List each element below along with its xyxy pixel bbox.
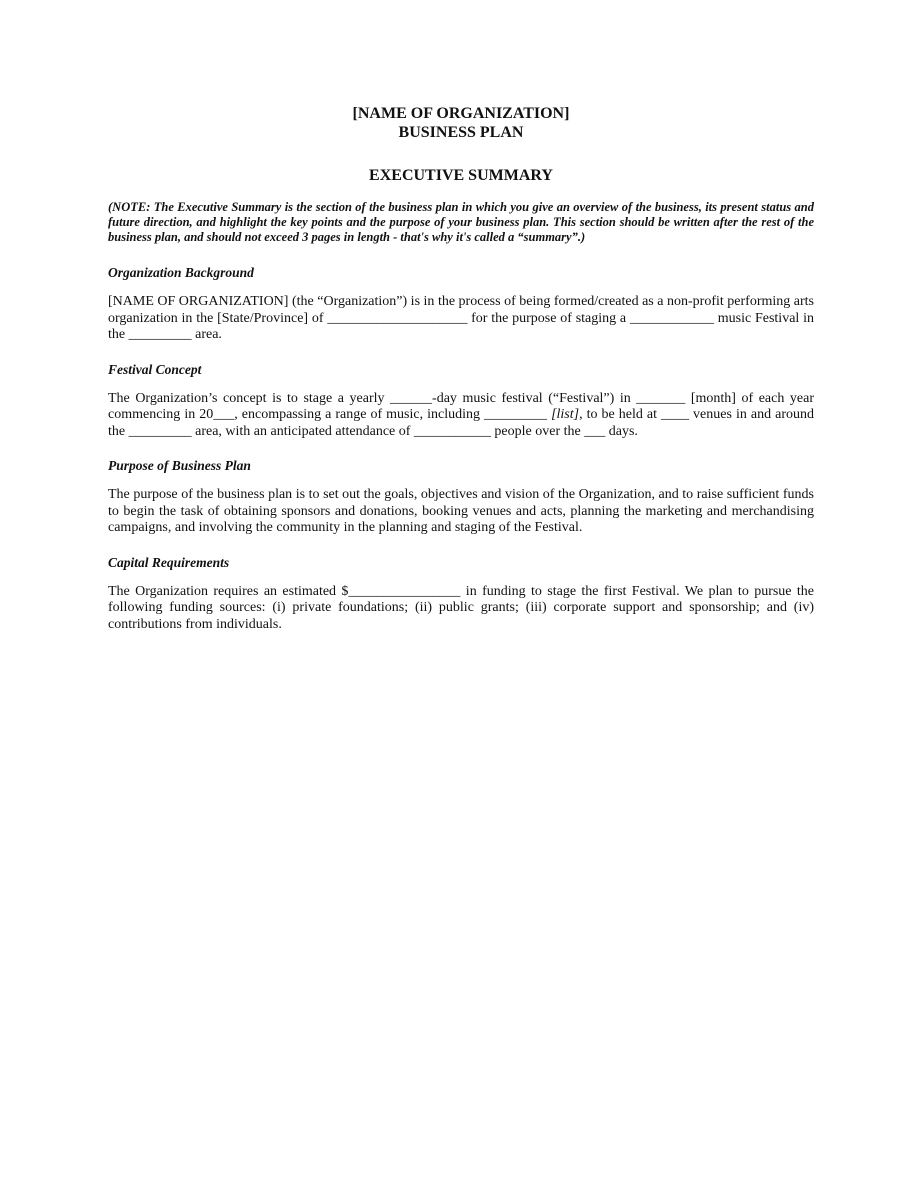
festival-concept-list-placeholder: [list] (551, 407, 580, 422)
business-plan-title: BUSINESS PLAN (398, 124, 524, 141)
title-block (108, 104, 814, 142)
organization-background-paragraph: [NAME OF ORGANIZATION] (the “Organization”) is in the process of being formed/created as a non-profit performing arts organization in the [State/Province] of ____________________ for the purpose of staging a ____________ music Festival in the _________ area. (108, 294, 814, 342)
purpose-heading: Purpose of Business Plan (108, 458, 251, 473)
purpose-paragraph: The purpose of the business plan is to set out the goals, objectives and vision of the Organization, and to raise sufficient funds to begin the task of obtaining sponsors and donations, booking venues and acts, planning the marketing and merchandising campaigns, and involving the community in the planning and staging of the Festival. (108, 487, 814, 535)
organization-name-title: [NAME OF ORGANIZATION] (352, 105, 570, 122)
festival-concept-paragraph (108, 390, 818, 441)
festival-concept-text-start: The Organization’s concept is to stage a yearly ______-day music festival (“Festival”) in _______ [month] of each year commencing in 20___, encompassing a range of music, including _________ (108, 390, 818, 422)
capital-requirements-paragraph: The Organization requires an estimated $________________ in funding to stage the first Festival. We plan to pursue the following funding sources: (i) private foundations; (ii) public grants; (iii) corporate support and sponsorship; and (iv) contributions from individuals. (108, 583, 814, 632)
instruction-note: (NOTE: The Executive Summary is the section of the business plan in which you give an overview of the business, its present status and future direction, and highlight the key points and the purpose of your business plan. This section should be written after the rest of the business plan, and should not exceed 3 pages in length - that's why it's called a “summary”.) (108, 200, 814, 244)
organization-background-heading: Organization Background (108, 265, 254, 280)
document-content (108, 104, 818, 651)
festival-concept-text-end: , to be held at ____ venues in and around the _________ area, with an anticipated attendance of ___________ people over the ___ days. (108, 407, 818, 439)
capital-requirements-heading: Capital Requirements (108, 554, 230, 570)
executive-summary-heading: EXECUTIVE SUMMARY (369, 167, 553, 184)
festival-concept-heading: Festival Concept (108, 361, 202, 377)
